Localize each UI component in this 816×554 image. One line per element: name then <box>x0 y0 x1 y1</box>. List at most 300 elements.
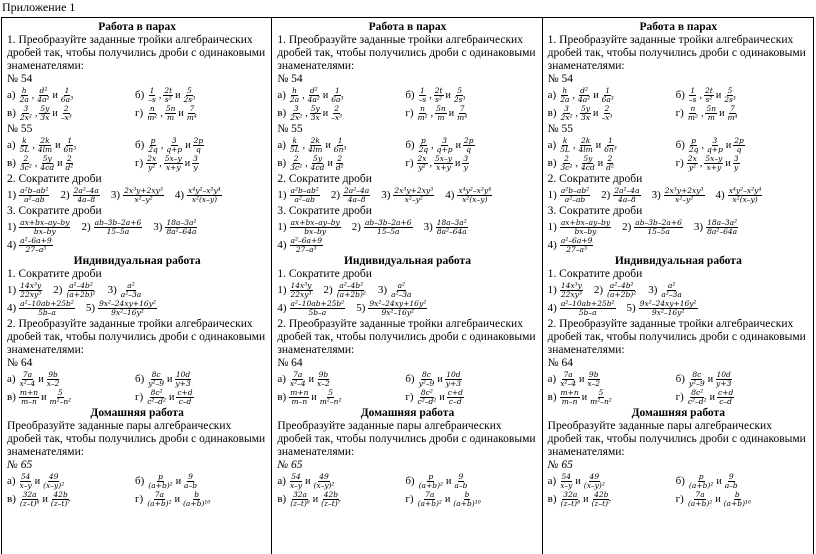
fraction-numerator: 10d <box>175 370 191 379</box>
fraction-numerator: 5 <box>457 86 463 95</box>
separator: , <box>34 108 38 119</box>
fraction-denominator: 2s³ <box>724 95 736 104</box>
fraction <box>705 105 717 122</box>
exercise-row <box>277 473 537 490</box>
fraction <box>447 389 464 406</box>
fraction-numerator: 2x³y+2xy³ <box>124 186 163 195</box>
fraction <box>733 155 740 172</box>
fraction-denominator: 6a³ <box>331 95 344 104</box>
fraction-denominator: 3c² <box>290 163 303 172</box>
individual-task2-text: 2. Преобразуйте заданные тройки алгебраических дробей так, чтобы получились дроби с одинаковыми знаменателями: <box>547 318 806 356</box>
individual-list <box>7 282 267 317</box>
fraction-numerator: a²b–ab² <box>560 186 590 195</box>
fraction <box>146 491 172 508</box>
separator: , <box>302 140 306 151</box>
exercise-row <box>548 219 809 236</box>
fraction-numerator: 3 <box>442 136 447 145</box>
fraction-denominator: m² <box>417 113 428 122</box>
separator: и <box>581 392 588 403</box>
fraction-numerator: 3 <box>193 154 198 163</box>
exercise-55-number: № 55 <box>7 123 33 135</box>
item-label: 4) <box>7 239 17 251</box>
fraction-denominator: –s <box>148 95 156 104</box>
fraction <box>65 282 96 299</box>
homework-heading: Домашняя работа <box>90 407 184 419</box>
exercise-55-list <box>7 137 267 172</box>
fraction-denominator: (a+b)² <box>147 499 172 508</box>
fraction <box>290 187 320 204</box>
fraction-numerator: 7 <box>189 104 195 113</box>
separator: , <box>572 140 576 151</box>
exercise-item <box>652 187 706 204</box>
fraction <box>417 491 443 508</box>
fraction-numerator: c+d <box>717 388 734 397</box>
fraction-denominator: y+3 <box>716 379 732 388</box>
fraction-denominator: 3x <box>40 113 50 122</box>
item-label: г) <box>405 107 414 119</box>
fraction-numerator: k <box>562 136 568 145</box>
separator: , <box>700 108 704 119</box>
fraction-numerator: m+n <box>290 388 309 397</box>
separator: , <box>302 90 305 101</box>
item-label: 2) <box>323 284 333 296</box>
fraction-denominator: s² <box>705 95 713 104</box>
item-label: 3) <box>693 221 704 233</box>
fraction <box>336 282 367 299</box>
fraction <box>704 87 714 104</box>
fraction <box>606 282 637 299</box>
exercise-64-number: № 64 <box>547 357 574 369</box>
fraction <box>60 105 73 122</box>
item-label: г) <box>405 157 414 169</box>
fraction-denominator: 4a² <box>37 95 50 104</box>
exercise-item <box>277 300 346 317</box>
separator: и <box>327 158 333 169</box>
separator: и <box>308 374 314 385</box>
fraction-numerator: x⁴y²–x²y⁴ <box>188 186 221 195</box>
exercise-item <box>405 105 469 122</box>
exercise-item <box>7 371 135 388</box>
fraction-numerator: a²–6a+9 <box>20 236 52 245</box>
item-label: б) <box>135 139 145 151</box>
fraction-numerator: 1 <box>64 86 70 95</box>
fraction <box>577 137 593 154</box>
exercise-54-list <box>7 87 267 122</box>
individual-task1-text: 1. Сократите дроби <box>7 268 102 280</box>
individual-list <box>277 282 537 317</box>
fraction <box>60 87 74 104</box>
exercise-65-list <box>7 473 267 508</box>
exercise-item <box>277 137 405 154</box>
fraction <box>687 155 698 172</box>
separator: и <box>593 90 599 101</box>
fraction <box>445 371 462 388</box>
exercise-item <box>324 282 368 299</box>
fraction-denominator: (a+2b)² <box>66 290 96 299</box>
exercise-row <box>7 219 267 236</box>
fraction <box>560 155 574 172</box>
fraction <box>418 371 436 388</box>
separator: и <box>185 140 191 151</box>
exercise-row <box>7 491 267 508</box>
separator: и <box>305 476 311 487</box>
item-label: 1) <box>547 189 557 201</box>
fraction-denominator: q+p <box>436 145 453 154</box>
fraction <box>19 155 33 172</box>
fraction <box>434 155 453 172</box>
item-label: 2) <box>60 189 70 201</box>
item-label: г) <box>675 391 684 403</box>
fraction-denominator: 4a–8 <box>347 195 366 204</box>
app-title: Приложение 1 <box>2 0 76 14</box>
fraction <box>559 371 577 388</box>
item-label: а) <box>7 89 16 101</box>
fraction-numerator: d² <box>580 86 588 95</box>
fraction-numerator: p <box>691 136 697 145</box>
fraction <box>704 155 723 172</box>
pair-work-heading: Работа в парах <box>98 21 177 33</box>
exercise-item <box>135 105 199 122</box>
exercise-row <box>548 300 809 317</box>
fraction <box>333 137 348 154</box>
separator: , <box>159 158 162 169</box>
fraction-denominator: (a+b)² <box>418 481 444 490</box>
fraction-numerator: 2p <box>734 136 744 145</box>
fraction-numerator: 2x <box>417 154 427 163</box>
item-label: а) <box>547 89 557 101</box>
fraction <box>436 137 454 154</box>
fraction-denominator: bx–by <box>304 227 327 236</box>
separator: и <box>325 140 331 151</box>
fraction-denominator: a–b <box>724 481 738 490</box>
fraction-denominator: y² <box>418 163 426 172</box>
fraction-denominator: a²–ab <box>564 195 586 204</box>
fraction-numerator: 2p <box>193 136 204 145</box>
separator: и <box>725 158 731 169</box>
separator: и <box>595 140 602 151</box>
fraction <box>687 491 713 508</box>
fraction <box>580 155 596 172</box>
separator: и <box>312 494 319 505</box>
exercise-row <box>548 105 809 122</box>
fraction <box>147 137 159 154</box>
fraction-denominator: m–n <box>21 397 37 406</box>
fraction <box>559 473 573 490</box>
fraction-denominator: c²–d² <box>687 397 707 406</box>
item-label: 2) <box>593 284 604 296</box>
fraction-denominator: x+y <box>165 163 181 172</box>
item-label: 1) <box>277 189 287 201</box>
fraction-denominator: m²–n² <box>590 397 612 406</box>
fraction <box>48 389 72 406</box>
fraction-numerator: a²b–ab² <box>290 186 319 195</box>
fraction-numerator: 2k <box>310 136 320 145</box>
item-label: в) <box>277 107 287 119</box>
task1-text: 1. Преобразуйте заданные тройки алгебраических дробей так, чтобы получились дроби с одинаковыми знаменателями: <box>277 34 536 72</box>
fraction-numerator: a² <box>397 281 406 290</box>
separator: , <box>429 158 433 169</box>
fraction <box>146 155 157 172</box>
fraction-numerator: 5n <box>706 104 717 113</box>
fraction-denominator: (a+b)¹⁰ <box>723 499 752 508</box>
individual-task2-text: 2. Преобразуйте заданные тройки алгебраических дробей так, чтобы получились дроби с одинаковыми знаменателями: <box>277 318 536 356</box>
exercise-row <box>548 187 809 204</box>
exercise-item <box>648 282 684 299</box>
exercise-item <box>548 473 676 490</box>
fraction-numerator: 5y <box>581 104 591 113</box>
fraction-numerator: 8c <box>421 370 431 379</box>
fraction <box>330 87 344 104</box>
separator: , <box>575 158 578 169</box>
item-label: 4) <box>174 189 185 201</box>
exercise-item <box>676 371 734 388</box>
item-label: 1) <box>7 189 17 201</box>
fraction-denominator: 5L <box>560 145 570 154</box>
exercise-row <box>548 389 809 406</box>
fraction-denominator: 3c² <box>560 163 573 172</box>
fraction <box>368 300 427 317</box>
exercise-64-number: № 64 <box>277 357 303 369</box>
fraction-numerator: 2x <box>147 154 157 163</box>
fraction-denominator: x–y <box>560 481 573 490</box>
fraction <box>600 105 613 122</box>
fraction-numerator: 42b <box>594 490 609 499</box>
fraction-numerator: 9 <box>188 472 193 481</box>
exercise-row <box>7 300 267 317</box>
task2-text: 2. Сократите дроби <box>7 173 102 185</box>
fraction-numerator: k <box>22 136 27 145</box>
separator: и <box>184 158 191 169</box>
item-label: в) <box>547 391 557 403</box>
fraction <box>19 300 75 317</box>
fraction-denominator: d² <box>606 163 614 172</box>
fraction <box>307 137 323 154</box>
exercise-item <box>7 300 76 317</box>
exercise-item <box>7 155 135 172</box>
fraction <box>147 371 165 388</box>
separator: и <box>715 494 721 505</box>
fraction-numerator: p <box>150 136 156 145</box>
fraction-denominator: bx–by <box>574 227 597 236</box>
exercise-item <box>676 491 753 508</box>
exercise-item <box>548 389 676 406</box>
exercise-item <box>53 282 97 299</box>
fraction <box>289 389 309 406</box>
fraction-numerator: 2p <box>463 136 474 145</box>
fraction-denominator: 2s³ <box>453 95 466 104</box>
fraction-numerator: ab–3b–2a+6 <box>364 218 412 227</box>
fraction-denominator: 22xy³ <box>20 290 42 299</box>
fraction-numerator: 18a–3a² <box>436 218 467 227</box>
worksheet-column <box>2 18 272 554</box>
fraction-denominator: m <box>707 113 715 122</box>
fraction-denominator: 9x²–16y² <box>381 308 415 317</box>
fraction <box>583 473 606 490</box>
fraction-numerator: a² <box>127 281 135 290</box>
fraction-numerator: a²–4b² <box>609 281 634 290</box>
fraction-numerator: 2k <box>40 136 50 145</box>
item-label: в) <box>277 391 287 403</box>
fraction <box>393 187 434 204</box>
fraction <box>462 155 469 172</box>
fraction-denominator: y² <box>148 163 156 172</box>
fraction-denominator: d² <box>335 163 344 172</box>
fraction-denominator: –x³ <box>60 113 72 122</box>
fraction <box>42 473 65 490</box>
exercise-row <box>548 491 809 508</box>
fraction-numerator: 42b <box>323 490 339 499</box>
exercise-row <box>277 237 537 254</box>
item-label: 2) <box>601 189 611 201</box>
fraction-denominator: x²–y² <box>134 195 153 204</box>
separator: и <box>437 374 443 385</box>
fraction-numerator: 1 <box>420 86 425 95</box>
fraction-numerator: 5 <box>186 86 192 95</box>
fraction <box>417 105 429 122</box>
pair-work-heading: Работа в парах <box>639 21 718 33</box>
exercise-item <box>356 300 428 317</box>
fraction <box>289 155 303 172</box>
fraction <box>330 105 343 122</box>
exercise-row <box>7 473 267 490</box>
fraction-numerator: 5 <box>598 388 604 397</box>
fraction-numerator: h <box>21 86 27 95</box>
separator: и <box>716 476 722 487</box>
fraction-numerator: 3 <box>733 154 739 163</box>
fraction-denominator: (a+b)¹⁰ <box>182 499 211 508</box>
fraction-denominator: (x–y)² <box>313 481 335 490</box>
fraction <box>463 137 475 154</box>
fraction-denominator: 6a³ <box>60 95 74 104</box>
fraction-numerator: 7a <box>563 370 573 379</box>
fraction-numerator: 18a–3a² <box>707 218 738 227</box>
fraction-denominator: 2s³ <box>183 95 196 104</box>
exercise-item <box>7 491 135 508</box>
fraction-denominator: y² <box>688 163 696 172</box>
exercise-64-list <box>7 371 267 406</box>
fraction-denominator: (x–y)² <box>43 481 65 490</box>
fraction <box>456 105 468 122</box>
fraction-numerator: x⁴y²–x²y⁴ <box>728 186 762 195</box>
exercise-54-number: № 54 <box>547 73 574 85</box>
exercise-64-list <box>548 371 809 406</box>
item-label: 3) <box>153 221 163 233</box>
fraction-numerator: 3 <box>463 154 469 163</box>
item-label: г) <box>135 391 144 403</box>
exercise-row <box>7 105 267 122</box>
fraction-denominator: (z–t)⁷ <box>50 499 71 508</box>
fraction-numerator: 5y <box>310 104 320 113</box>
separator: и <box>41 392 47 403</box>
item-label: 3) <box>110 189 121 201</box>
fraction-numerator: x⁴y²–x²y⁴ <box>458 186 492 195</box>
fraction-denominator: (a+b)² <box>688 481 714 490</box>
fraction <box>64 155 74 172</box>
separator: и <box>322 90 329 101</box>
fraction-numerator: 2 <box>604 104 610 113</box>
fraction <box>123 187 164 204</box>
fraction <box>307 87 321 104</box>
fraction-numerator: 8c² <box>150 388 163 397</box>
exercise-item <box>548 282 584 299</box>
fraction <box>435 105 447 122</box>
fraction-denominator: m⁴ <box>457 113 468 122</box>
item-label: а) <box>277 475 286 487</box>
fraction <box>320 491 342 508</box>
exercise-row <box>7 237 267 254</box>
exercise-item <box>135 371 193 388</box>
pair-work-heading: Работа в парах <box>368 21 447 33</box>
fraction <box>559 87 570 104</box>
fraction-numerator: b <box>194 490 200 499</box>
fraction-denominator: q <box>466 145 472 154</box>
fraction-numerator: a² <box>667 281 676 290</box>
exercise-row <box>277 105 537 122</box>
item-label: 2) <box>351 221 361 233</box>
exercise-item <box>676 155 741 172</box>
fraction <box>19 237 53 254</box>
fraction-numerator: p <box>158 472 163 481</box>
fraction-numerator: 3 <box>293 104 299 113</box>
separator: , <box>32 140 35 151</box>
fraction-numerator: d² <box>309 86 318 95</box>
fraction <box>586 371 601 388</box>
exercise-item <box>81 219 143 236</box>
fraction-numerator: 1 <box>605 86 611 95</box>
exercise-item <box>381 187 435 204</box>
fraction-denominator: c–d <box>448 397 462 406</box>
exercise-item <box>405 137 475 154</box>
fraction-denominator: x²(x–y) <box>462 195 488 204</box>
fraction-denominator: a²–ab <box>24 195 45 204</box>
individual-work-heading: Индивидуальная работа <box>614 255 742 267</box>
fraction <box>715 371 732 388</box>
fraction-denominator: c–d <box>719 397 732 406</box>
item-label: а) <box>277 89 286 101</box>
fraction-denominator: 5L <box>289 145 300 154</box>
fraction-numerator: 9x²–24xy+16y² <box>639 299 697 308</box>
fraction-numerator: 2 <box>607 154 613 163</box>
fraction <box>310 155 326 172</box>
fraction-denominator: y+3 <box>445 379 462 388</box>
separator: и <box>597 158 604 169</box>
exercise-item <box>694 219 739 236</box>
fraction-denominator: 22xy³ <box>290 290 312 299</box>
fraction-denominator: y²–9 <box>148 379 165 388</box>
exercise-row <box>548 137 809 154</box>
fraction-numerator: 1 <box>608 136 613 145</box>
fraction-numerator: a²–10ab+25b² <box>20 299 74 308</box>
exercise-item <box>277 219 341 236</box>
fraction <box>687 389 708 406</box>
exercise-row <box>548 87 809 104</box>
fraction-denominator: (a+b)² <box>148 481 173 490</box>
fraction <box>187 187 222 204</box>
item-label: 3) <box>423 221 433 233</box>
fraction <box>94 219 143 236</box>
item-label: а) <box>7 373 16 385</box>
exercise-item <box>676 87 738 104</box>
fraction-numerator: ax+bx–ay–by <box>560 218 611 227</box>
fraction-denominator: x²(x–y) <box>732 195 758 204</box>
exercise-64-number: № 64 <box>7 357 33 369</box>
fraction <box>312 473 335 490</box>
fraction-numerator: 2a²–4a <box>614 186 640 195</box>
fraction-numerator: ax+bx–ay–by <box>20 218 70 227</box>
fraction-numerator: 32a <box>563 490 578 499</box>
fraction-denominator: (z–t)⁷ <box>321 499 341 508</box>
fraction-numerator: n <box>149 104 155 113</box>
